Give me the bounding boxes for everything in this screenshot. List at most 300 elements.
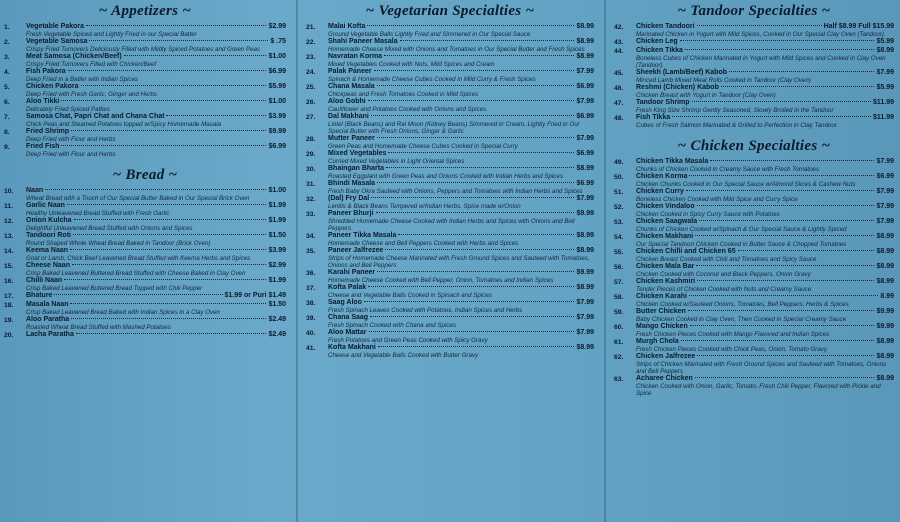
item-name: Cheese Naan — [26, 262, 70, 269]
item-name: Bhature — [26, 292, 53, 299]
item-number: 5. — [4, 84, 10, 91]
item-description: Ground Vegetable Balls Lightly Fried and Simmered in Our Special Sauce — [328, 31, 531, 38]
item-line — [328, 38, 594, 46]
item-name: Murgh Chola — [636, 338, 679, 345]
leader-dots — [672, 116, 871, 117]
item-line — [328, 135, 594, 143]
leader-dots — [388, 152, 574, 153]
item-price: $6.99 — [576, 113, 594, 120]
tandoor-list — [614, 23, 894, 129]
item-line — [328, 195, 594, 203]
leader-dots — [71, 318, 266, 319]
item-body — [26, 187, 286, 202]
item-price: $6.99 — [576, 150, 594, 157]
leader-dots — [371, 197, 574, 198]
item-line — [26, 143, 286, 151]
leader-dots — [371, 115, 575, 116]
chicken-list — [614, 158, 894, 397]
item-number: 40. — [306, 330, 316, 337]
item-name: Tandoori Roti — [26, 232, 71, 239]
item-description: Fresh Spinach Cooked with Chana and Spices — [328, 322, 456, 329]
menu-item — [614, 308, 894, 323]
menu-item — [614, 84, 894, 99]
item-name: Chicken Saagwala — [636, 218, 698, 225]
item-description: Chicken Chunks Cooked in Our Special Sauce w/Almond Slices & Cashew Nuts — [636, 181, 856, 188]
item-description: Homemade Cheese Cooked with Bell Pepper, Onion, Tomatoes and Indian Spices — [328, 277, 554, 284]
leader-dots — [697, 355, 874, 356]
item-line — [328, 180, 594, 188]
item-description: Chicken Breast Cooked with Chili and Tomatoes and Spicy Sauce — [636, 256, 817, 263]
item-price: $2.49 — [268, 316, 286, 323]
item-description: Lentils & Black Beans Tempered w/Indian Herbs. Spice made w/Onion — [328, 203, 521, 210]
item-body — [636, 375, 894, 397]
menu-item — [306, 68, 594, 83]
item-line — [26, 331, 286, 339]
item-name: Chicken Chilli and Chicken 65 — [636, 248, 736, 255]
item-price: $7.99 — [576, 314, 594, 321]
item-body — [26, 247, 286, 262]
leader-dots — [696, 265, 874, 266]
item-name: Chicken Tikka — [636, 47, 683, 54]
item-name: Meat Samosa (Chicken/Beef) — [26, 53, 122, 60]
item-number: 60. — [614, 324, 624, 331]
item-description: Deep Fried with Flour and Herbs — [26, 151, 116, 158]
item-number: 37. — [306, 285, 316, 292]
item-name: Keema Naan — [26, 247, 69, 254]
item-name: Tandoor Shrimp — [636, 99, 690, 106]
tandoor-title: ~ Tandoor Specialties ~ — [677, 3, 831, 19]
menu-item — [4, 247, 286, 262]
item-name: Butter Chicken — [636, 308, 686, 315]
chicken-title: ~ Chicken Specialties ~ — [677, 138, 831, 154]
leader-dots — [71, 130, 266, 131]
item-line — [636, 248, 894, 256]
item-price: 8.99 — [880, 293, 894, 300]
item-body — [636, 218, 894, 233]
leader-dots — [72, 264, 267, 265]
item-price: $1.99 or Puri $1.49 — [224, 292, 286, 299]
item-body — [26, 23, 286, 38]
item-line — [26, 53, 286, 61]
item-line — [328, 344, 594, 352]
item-price: $8.99 — [876, 248, 894, 255]
menu-item — [306, 53, 594, 68]
leader-dots — [61, 100, 266, 101]
item-description: Cheese and Vegetable Balls Cooked with Butter Gravy — [328, 352, 479, 359]
item-number: 51. — [614, 189, 624, 196]
item-description: Chunks of Chicken Cooked w/Spinach & Our Special Sauce & Lightly Spiced — [636, 226, 847, 233]
leader-dots — [377, 182, 574, 183]
item-name: Sheekh (Lamb/Beef) Kabob — [636, 69, 728, 76]
menu-item — [614, 248, 894, 263]
item-name: Paneer Bhurji — [328, 210, 374, 217]
menu-item — [306, 269, 594, 284]
item-description: Roasted Wheat Bread Stuffed with Mashed Potatoes — [26, 324, 171, 331]
item-name: Aloo Paratha — [26, 316, 70, 323]
menu-item — [4, 232, 286, 247]
item-line — [328, 210, 594, 218]
menu-item — [4, 98, 286, 113]
item-number: 44. — [614, 48, 624, 55]
leader-dots — [721, 86, 875, 87]
item-body — [328, 195, 594, 210]
item-number: 20. — [4, 332, 14, 339]
menu-item — [306, 314, 594, 329]
item-line — [328, 314, 594, 322]
item-name: Fried Shrimp — [26, 128, 70, 135]
item-line — [636, 293, 894, 301]
item-line — [328, 269, 594, 277]
bread-title: ~ Bread ~ — [112, 167, 178, 183]
item-description: Crispy Fried Turnovers Filled with Chicken/Beef — [26, 61, 157, 68]
item-name: Chicken Makhani — [636, 233, 694, 240]
item-number: 55. — [614, 249, 624, 256]
appetizers-title: ~ Appetizers ~ — [98, 3, 192, 19]
item-line — [636, 375, 894, 383]
menu-item — [4, 301, 286, 316]
item-line — [26, 277, 286, 285]
item-description: Crisp Baked Leavened Buttered Bread Topped with Chili Pepper — [26, 285, 203, 292]
fold-line — [604, 0, 606, 522]
item-line — [636, 38, 894, 46]
leader-dots — [697, 205, 875, 206]
item-number: 38. — [306, 300, 316, 307]
item-price: $2.99 — [268, 23, 286, 30]
item-description: Tender Pieces of Chicken Cooked with Nuts and Creamy Sauce — [636, 286, 812, 293]
item-line — [636, 99, 894, 107]
item-body — [26, 331, 286, 339]
vegetarian-list — [306, 23, 594, 359]
item-line — [328, 247, 594, 255]
item-number: 15. — [4, 263, 14, 270]
item-body — [26, 38, 286, 53]
item-name: Lacha Paratha — [26, 331, 74, 338]
menu-item — [4, 113, 286, 128]
item-line — [636, 47, 894, 55]
item-number: 2. — [4, 39, 10, 46]
item-body — [636, 173, 894, 188]
item-number: 49. — [614, 159, 624, 166]
menu-item — [306, 195, 594, 210]
item-number: 24. — [306, 69, 316, 76]
item-body — [328, 180, 594, 195]
item-body — [328, 113, 594, 135]
item-line — [636, 84, 894, 92]
item-description: Fresh Chicken Pieces Cooked with Chick Peas, Onion, Tomato Gravy — [636, 346, 827, 353]
item-line — [328, 232, 594, 240]
item-name: Kofta Palak — [328, 284, 367, 291]
item-price: $7.99 — [576, 195, 594, 202]
item-line — [26, 113, 286, 121]
item-description: Strips of Chicken Marinated with Fresh Ground Spices and Sauteed with Tomatoes, Onions and Bell Peppers — [636, 361, 887, 375]
item-body — [636, 188, 894, 203]
item-description: Fresh Baby Okra Sauteed with Onions, Peppers and Tomatoes with Indian Herbs and Spices — [328, 188, 583, 195]
item-line — [26, 292, 286, 300]
item-line — [636, 233, 894, 241]
menu-item — [306, 344, 594, 359]
appetizers-list — [4, 23, 286, 158]
item-description: Marinated Chicken in Yogurt with Mild Spices, Cooked in Our Special Clay Oven (Tandoor) — [636, 31, 884, 38]
item-body — [636, 248, 894, 263]
item-line — [26, 83, 286, 91]
item-description: Cubes of Fresh Salmon Marinated & Grilled to Perfection in Clay Tandoor — [636, 122, 837, 129]
item-description: Shredded Homemade Cheese Cooked with Indian Herbs and Spices with Onions and Bell Peppers — [328, 218, 575, 232]
item-price: $7.99 — [876, 158, 894, 165]
leader-dots — [385, 249, 574, 250]
item-name: Naan — [26, 187, 44, 194]
leader-dots — [697, 280, 874, 281]
item-line — [26, 38, 286, 46]
item-body — [26, 316, 286, 331]
item-number: 3. — [4, 54, 10, 61]
menu-item — [306, 284, 594, 299]
item-price: $9.99 — [576, 269, 594, 276]
item-line — [328, 98, 594, 106]
item-price: $2.99 — [268, 262, 286, 269]
leader-dots — [64, 279, 266, 280]
item-body — [328, 284, 594, 299]
menu-item — [4, 292, 286, 301]
item-price: $8.99 — [876, 353, 894, 360]
item-price: $1.00 — [268, 53, 286, 60]
item-price: $7.99 — [876, 203, 894, 210]
item-number: 50. — [614, 174, 624, 181]
item-description: Chicken Cooked with Coconut and Black Peppers, Onion Gravy — [636, 271, 811, 278]
item-description: Crisp Baked Leavened Buttered Bread Stuffed with Cheese Baked in Clay Oven — [26, 270, 246, 277]
leader-dots — [374, 70, 575, 71]
item-line — [26, 98, 286, 106]
item-number: 9. — [4, 144, 10, 151]
item-body — [26, 128, 286, 143]
item-body — [328, 135, 594, 150]
item-number: 57. — [614, 279, 624, 286]
item-number: 30. — [306, 166, 316, 173]
item-description: Delicately Fried Spiced Patties — [26, 106, 110, 113]
item-name: Aloo Gobhi — [328, 98, 366, 105]
item-number: 53. — [614, 219, 624, 226]
menu-item — [306, 247, 594, 269]
item-price: $8.99 — [876, 47, 894, 54]
item-price: $11.99 — [872, 99, 894, 106]
item-number: 13. — [4, 233, 14, 240]
item-number: 58. — [614, 294, 624, 301]
item-name: Chicken Mala Bar — [636, 263, 695, 270]
leader-dots — [681, 340, 875, 341]
item-price: $7.99 — [576, 329, 594, 336]
menu-item — [4, 262, 286, 277]
item-name: Dal Makhani — [328, 113, 369, 120]
menu-item — [306, 150, 594, 165]
item-description: Cauliflower and Potatoes Cooked with Onions and Spices — [328, 106, 487, 113]
item-price: $8.99 — [876, 233, 894, 240]
leader-dots — [61, 145, 266, 146]
item-number: 28. — [306, 136, 316, 143]
item-price: $8.99 — [876, 375, 894, 382]
item-number: 31. — [306, 181, 316, 188]
item-body — [26, 292, 286, 300]
item-body — [26, 53, 286, 68]
item-body — [328, 329, 594, 344]
item-number: 33. — [306, 211, 316, 218]
item-price: $8.99 — [876, 338, 894, 345]
menu-item — [614, 375, 894, 397]
item-price: $6.99 — [876, 173, 894, 180]
item-name: Fried Fish — [26, 143, 60, 150]
item-line — [636, 114, 894, 122]
item-price: $9.99 — [268, 128, 286, 135]
menu-item — [4, 38, 286, 53]
item-body — [328, 68, 594, 83]
item-number: 35. — [306, 248, 316, 255]
item-number: 62. — [614, 354, 624, 361]
item-name: Malai Kofta — [328, 23, 366, 30]
item-number: 29. — [306, 151, 316, 158]
item-name: Chicken Curry — [636, 188, 684, 195]
item-price: $5.99 — [876, 38, 894, 45]
item-number: 27. — [306, 114, 316, 121]
item-body — [636, 278, 894, 293]
item-body — [636, 308, 894, 323]
menu-item — [306, 299, 594, 314]
leader-dots — [699, 220, 874, 221]
item-price: $11.99 — [872, 114, 894, 121]
item-description: Round Shaped Whole Wheat Bread Baked in Tandoor (Brick Oven) — [26, 240, 211, 247]
item-name: Onion Kulcha — [26, 217, 72, 224]
leader-dots — [692, 101, 871, 102]
item-description: Curried Mixed Vegetables in Light Oriental Spices — [328, 158, 465, 165]
item-body — [636, 293, 894, 308]
menu-item — [614, 293, 894, 308]
item-line — [636, 353, 894, 361]
item-price: $ .75 — [270, 38, 286, 45]
item-body — [328, 150, 594, 165]
leader-dots — [384, 55, 574, 56]
menu-item — [4, 83, 286, 98]
leader-dots — [73, 234, 266, 235]
item-body — [26, 262, 286, 277]
item-line — [26, 23, 286, 31]
item-line — [636, 308, 894, 316]
item-body — [26, 301, 286, 316]
item-description: Deep Fried with Fresh Garlic, Ginger and Herbs — [26, 91, 158, 98]
menu-item — [614, 218, 894, 233]
item-name: Masala Naan — [26, 301, 69, 308]
leader-dots — [368, 100, 575, 101]
item-description: Chickpeas and Fresh Tomatoes Cooked in Mild Spices — [328, 91, 479, 98]
menu-item — [614, 114, 894, 129]
item-price: $6.99 — [576, 83, 594, 90]
menu-item — [614, 323, 894, 338]
item-price: $1.99 — [268, 202, 286, 209]
item-description: Chicken Cooked with Onion, Garlic, Tomato, Fresh Chili Pepper, Flavored with Pickle and Spice — [636, 383, 881, 397]
item-price: $9.99 — [876, 308, 894, 315]
item-description: Crisp Baked Leavened Bread Baked with Indian Spices in a Clay Oven — [26, 309, 220, 316]
item-body — [328, 269, 594, 284]
item-description: Spinach & Homemade Cheese Cubes Cooked in Mild Curry & Fresh Spices — [328, 76, 536, 83]
menu-item — [4, 23, 286, 38]
item-line — [26, 187, 286, 195]
item-description: Wheat Bread with a Touch of Our Special Butter Baked in Our Special Brick Oven — [26, 195, 250, 202]
item-line — [328, 113, 594, 121]
leader-dots — [697, 25, 822, 26]
menu-item — [306, 135, 594, 150]
leader-dots — [377, 137, 575, 138]
menu-item — [306, 38, 594, 53]
item-description: Fresh Vegetable Spiced and Lightly Fried in our Special Batter — [26, 31, 197, 38]
item-name: Saag Aloo — [328, 299, 362, 306]
item-price: $1.00 — [268, 187, 286, 194]
item-description: Chicken Cooked w/Sauteed Onions, Tomatoes, Bell Peppers, Herbs & Spices — [636, 301, 849, 308]
item-line — [636, 188, 894, 196]
item-price: $9.99 — [576, 210, 594, 217]
item-price: $8.99 — [576, 23, 594, 30]
item-body — [26, 68, 286, 83]
item-line — [636, 23, 894, 31]
item-price: $6.99 — [268, 143, 286, 150]
leader-dots — [367, 25, 574, 26]
item-line — [328, 284, 594, 292]
menu-item — [4, 202, 286, 217]
menu-item — [4, 331, 286, 340]
item-line — [26, 262, 286, 270]
leader-dots — [729, 71, 874, 72]
item-name: Mango Chicken — [636, 323, 688, 330]
item-body — [26, 202, 286, 217]
item-description: Deep Fried with Flour and Herbs — [26, 136, 116, 143]
item-description: Chick Peas and Steamed Potatoes topped w/Spicy Homemade Masala — [26, 121, 222, 128]
leader-dots — [398, 234, 574, 235]
item-number: 1. — [4, 24, 10, 31]
item-number: 21. — [306, 24, 316, 31]
leader-dots — [364, 301, 575, 302]
menu-item — [306, 165, 594, 180]
item-body — [328, 210, 594, 232]
item-line — [328, 299, 594, 307]
item-price: $1.00 — [268, 98, 286, 105]
item-line — [636, 278, 894, 286]
item-description: Crispy Fried Turnovers Deliciously Filled with Mildly Spiced Potatoes and Green Peas — [26, 46, 261, 53]
leader-dots — [166, 115, 266, 116]
item-price: $7.99 — [876, 218, 894, 225]
item-line — [636, 338, 894, 346]
item-name: Bhaingan Bharta — [328, 165, 385, 172]
leader-dots — [74, 219, 267, 220]
item-body — [328, 344, 594, 359]
leader-dots — [86, 25, 266, 26]
item-line — [26, 247, 286, 255]
leader-dots — [89, 40, 268, 41]
item-body — [636, 99, 894, 114]
item-number: 18. — [4, 302, 14, 309]
menu-item — [614, 233, 894, 248]
item-body — [26, 232, 286, 247]
item-body — [328, 232, 594, 247]
item-description: Chicken Breast with Yogurt in Tandoor (Clay Oven) — [636, 92, 776, 99]
item-line — [26, 202, 286, 210]
item-name: Palak Paneer — [328, 68, 372, 75]
menu-item — [614, 338, 894, 353]
item-price: $7.99 — [876, 188, 894, 195]
item-name: Chana Saag — [328, 314, 369, 321]
item-description: Healthy Unleavened Bread Stuffed with Fresh Garlic — [26, 210, 170, 217]
item-body — [636, 84, 894, 99]
item-body — [328, 98, 594, 113]
leader-dots — [688, 310, 875, 311]
menu-item — [614, 278, 894, 293]
menu-item — [614, 38, 894, 47]
item-body — [636, 338, 894, 353]
item-body — [636, 23, 894, 38]
